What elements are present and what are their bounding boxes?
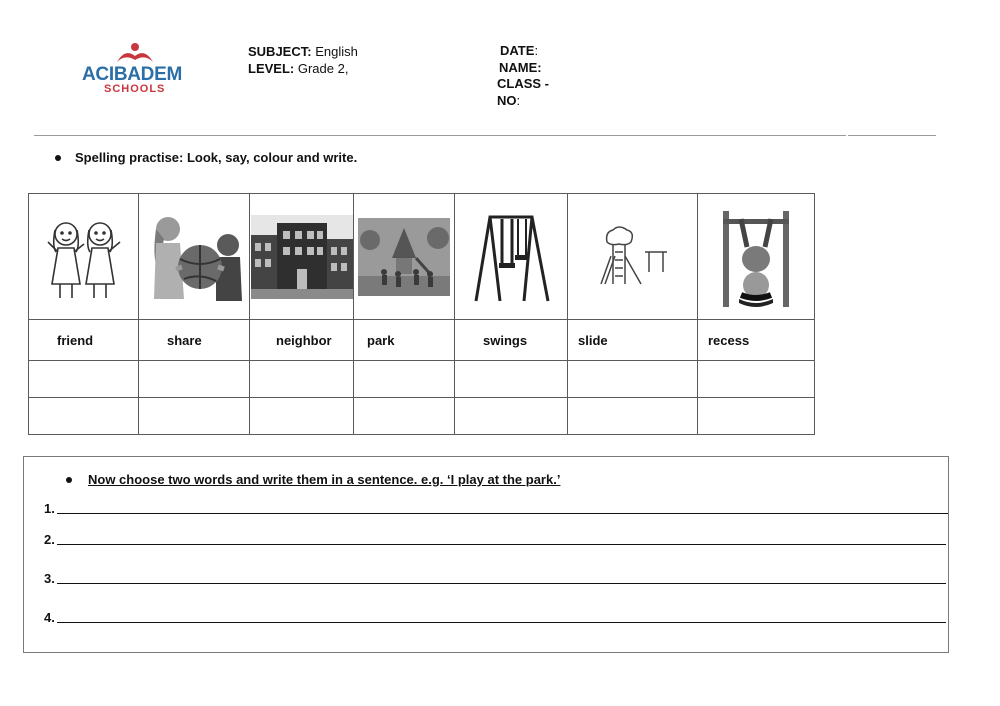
level-label: LEVEL: — [248, 61, 295, 76]
swings-icon — [468, 211, 554, 303]
neighborhood-icon — [251, 215, 353, 299]
level-row — [248, 60, 358, 77]
class-row — [497, 76, 549, 93]
word-row — [29, 320, 815, 361]
word-cell: neighbor — [250, 320, 354, 361]
sentence-instruction — [66, 472, 560, 487]
word-cell: slide — [568, 320, 698, 361]
sentence-line-2[interactable] — [44, 532, 55, 547]
line-number: 4. — [44, 610, 55, 625]
sentence-line-4[interactable] — [44, 610, 55, 625]
writing-cell[interactable] — [455, 361, 568, 398]
slide-icon — [597, 226, 669, 288]
student-fields — [497, 43, 549, 109]
line-number: 1. — [44, 501, 55, 516]
sentence-instruction-text: Now choose two words and write them in a sentence. e.g. ‘I play at the park.’ — [88, 472, 561, 487]
picture-cell-recess — [698, 194, 815, 320]
writing-cell[interactable] — [698, 361, 815, 398]
spelling-table — [28, 193, 815, 435]
bullet-icon — [66, 477, 72, 483]
line-number: 3. — [44, 571, 55, 586]
writing-cell[interactable] — [29, 398, 139, 435]
word-cell: friend — [29, 320, 139, 361]
name-label: NAME: — [499, 59, 542, 75]
writing-underline — [57, 622, 946, 623]
writing-underline — [57, 544, 946, 545]
sentence-box — [23, 456, 949, 653]
writing-cell[interactable] — [250, 398, 354, 435]
subject-value: English — [315, 44, 358, 59]
subject-label: SUBJECT: — [248, 44, 312, 59]
writing-cell[interactable] — [455, 398, 568, 435]
writing-row — [29, 361, 815, 398]
writing-cell[interactable] — [568, 361, 698, 398]
writing-cell[interactable] — [354, 398, 455, 435]
header-divider — [34, 135, 846, 136]
picture-cell-slide — [568, 194, 698, 320]
word-cell: park — [354, 320, 455, 361]
writing-underline — [57, 583, 946, 584]
picture-cell-friend — [29, 194, 139, 320]
date-row — [497, 43, 549, 60]
writing-cell[interactable] — [250, 361, 354, 398]
writing-cell[interactable] — [354, 361, 455, 398]
picture-cell-swings — [455, 194, 568, 320]
picture-cell-neighbor — [250, 194, 354, 320]
no-label: NO — [497, 92, 517, 108]
writing-cell[interactable] — [139, 361, 250, 398]
date-label: DATE — [500, 43, 535, 58]
picture-cell-share — [139, 194, 250, 320]
bullet-icon — [55, 155, 61, 161]
share-ball-icon — [144, 209, 244, 304]
writing-cell[interactable] — [29, 361, 139, 398]
logo-name: ACIBADEM — [82, 64, 182, 85]
picture-row — [29, 194, 815, 320]
spelling-instruction — [55, 150, 357, 165]
picture-cell-park — [354, 194, 455, 320]
word-cell: swings — [455, 320, 568, 361]
school-logo — [80, 42, 190, 98]
date-punct: : — [534, 43, 539, 58]
name-row — [497, 60, 549, 77]
recess-monkey-bars-icon — [719, 207, 793, 307]
subject-row — [248, 43, 358, 60]
logo-subtitle: SCHOOLS — [104, 83, 166, 95]
word-cell: share — [139, 320, 250, 361]
spelling-instruction-text: Spelling practise: Look, say, colour and write. — [75, 150, 358, 165]
friends-icon — [44, 212, 124, 302]
writing-cell[interactable] — [698, 398, 815, 435]
no-row — [497, 93, 549, 110]
logo-figures-icon — [115, 42, 155, 64]
sentence-line-3[interactable] — [44, 571, 55, 586]
header-info — [248, 43, 358, 77]
line-number: 2. — [44, 532, 55, 547]
park-playground-icon — [358, 218, 450, 296]
class-label: CLASS - — [497, 76, 549, 91]
writing-cell[interactable] — [568, 398, 698, 435]
level-value: Grade 2, — [297, 61, 349, 76]
header-divider-right — [848, 135, 936, 136]
writing-cell[interactable] — [139, 398, 250, 435]
sentence-line-1[interactable] — [44, 501, 55, 516]
writing-row — [29, 398, 815, 435]
word-cell: recess — [698, 320, 815, 361]
writing-underline — [57, 513, 948, 514]
no-punct: : — [516, 92, 521, 108]
